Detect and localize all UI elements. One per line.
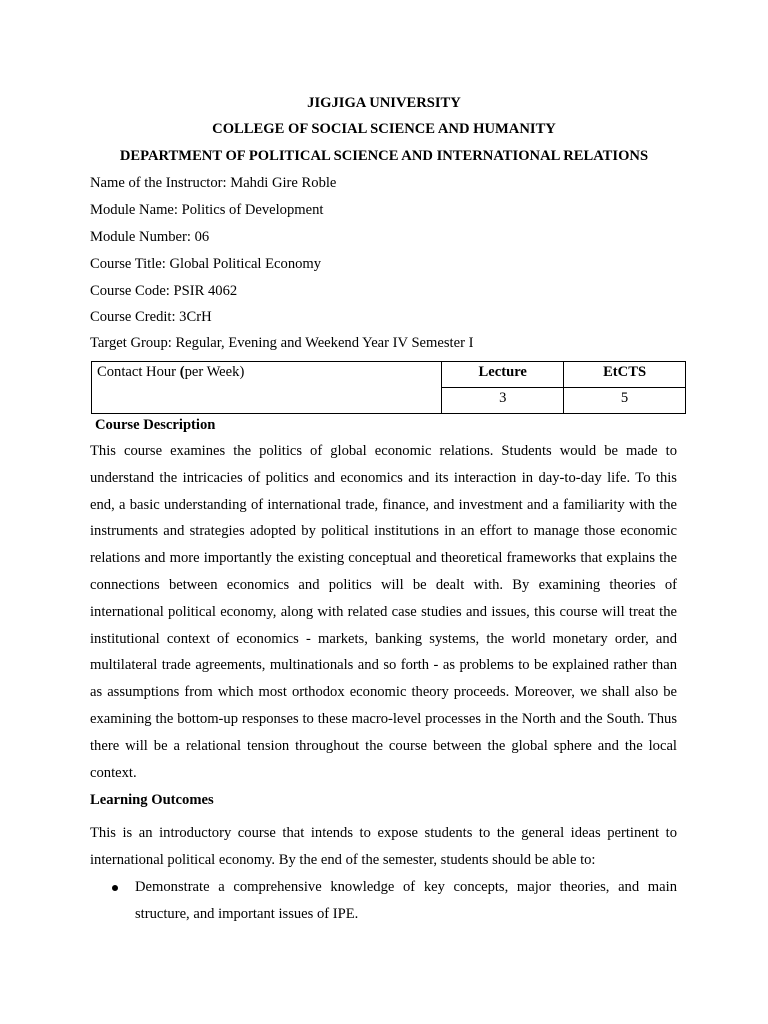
contact-hour-suffix: per Week) [184, 364, 245, 380]
module-name-line: Module Name: Politics of Development [90, 202, 324, 218]
learning-outcomes-list [90, 874, 677, 928]
etcts-value: 5 [564, 388, 686, 414]
course-description-heading: Course Description [95, 417, 216, 433]
college-heading: COLLEGE OF SOCIAL SCIENCE AND HUMANITY [212, 121, 556, 137]
university-heading: JIGJIGA UNIVERSITY [307, 95, 461, 111]
course-title-line: Course Title: Global Political Economy [90, 256, 322, 272]
module-number-line: Module Number: 06 [90, 229, 210, 245]
etcts-header: EtCTS [564, 362, 686, 388]
contact-hour-table [91, 361, 686, 414]
list-item-text: Demonstrate a comprehensive knowledge of key concepts, major theories, and main structure, and important issues of IPE. [135, 879, 677, 922]
bullet-icon [112, 885, 118, 891]
learning-outcomes-heading: Learning Outcomes [90, 792, 214, 808]
list-item [90, 874, 677, 928]
lecture-value: 3 [442, 388, 564, 414]
contact-hour-paren: ( [179, 364, 185, 380]
course-code-line: Course Code: PSIR 4062 [90, 283, 238, 299]
target-group-line: Target Group: Regular, Evening and Weekend Year IV Semester I [90, 335, 474, 351]
contact-hour-label [92, 362, 442, 414]
course-credit-line: Course Credit: 3CrH [90, 309, 212, 325]
learning-outcomes-intro: This is an introductory course that intends to expose students to the general ideas pertinent to international political economy. By the end of the semester, students should be able to: [90, 825, 677, 868]
table-row [92, 362, 686, 388]
course-description-text: This course examines the politics of global economic relations. Students would be made to understand the intricacies of politics and economics and its interaction in day-to-day life. To this end, a basic understanding of international trade, finance, and investment and a familiarity with the instruments and strategies adopted by political institutions in an effort to manage those economic relations and more importantly the existing conceptual and theoretical frameworks that explains the connections between economics and politics will be dealt with. By examining theories of international political economy, along with related case studies and issues, this course will treat the institutional context of economics - markets, banking systems, the world monetary order, and multilateral trade agreements, multinationals and so forth - as problems to be explained rather than as assumptions from which most orthodox economic theory proceeds. Moreover, we shall also be examining the bottom-up responses to these macro-level processes in the North and the South. Thus there will be a relational tension throughout the course between the global sphere and the local context. [90, 443, 677, 781]
contact-hour-prefix: Contact Hour [97, 364, 180, 380]
lecture-header: Lecture [442, 362, 564, 388]
instructor-line: Name of the Instructor: Mahdi Gire Roble [90, 175, 337, 191]
department-heading: DEPARTMENT OF POLITICAL SCIENCE AND INTERNATIONAL RELATIONS [119, 148, 649, 164]
